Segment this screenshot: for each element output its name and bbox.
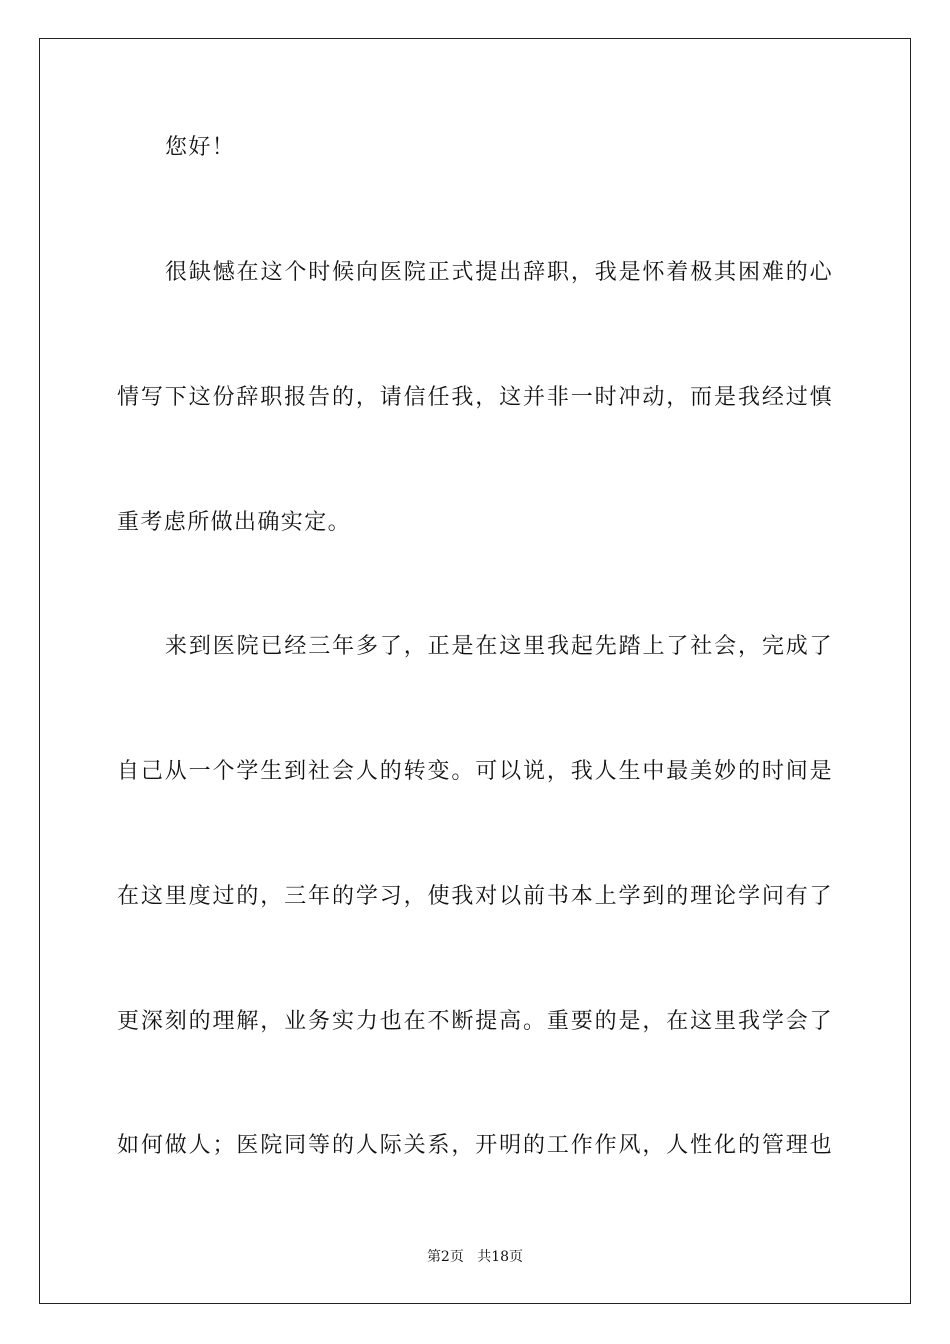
paragraph-line: 更深刻的理解，业务实力也在不断提高。重要的是，在这里我学会了 [117,1009,833,1034]
paragraph-line: 情写下这份辞职报告的，请信任我，这并非一时冲动，而是我经过慎 [117,385,833,410]
paragraph-line: 自己从一个学生到社会人的转变。可以说，我人生中最美妙的时间是 [117,759,833,784]
paragraph-line: 很缺憾在这个时候向医院正式提出辞职，我是怀着极其困难的心 [165,260,833,285]
page-total: 共18页 [477,1249,524,1265]
paragraph-line: 来到医院已经三年多了，正是在这里我起先踏上了社会，完成了 [165,634,833,659]
greeting: 您好！ [165,135,236,160]
paragraph-line: 在这里度过的，三年的学习，使我对以前书本上学到的理论学问有了 [117,884,833,909]
paragraph-line: 重考虑所做出确实定。 [117,510,352,535]
page-border [39,38,911,1304]
page-number: 第2页 [426,1249,464,1265]
page-footer [0,1247,950,1267]
paragraph-line: 如何做人；医院同等的人际关系，开明的工作作风，人性化的管理也 [117,1133,833,1158]
